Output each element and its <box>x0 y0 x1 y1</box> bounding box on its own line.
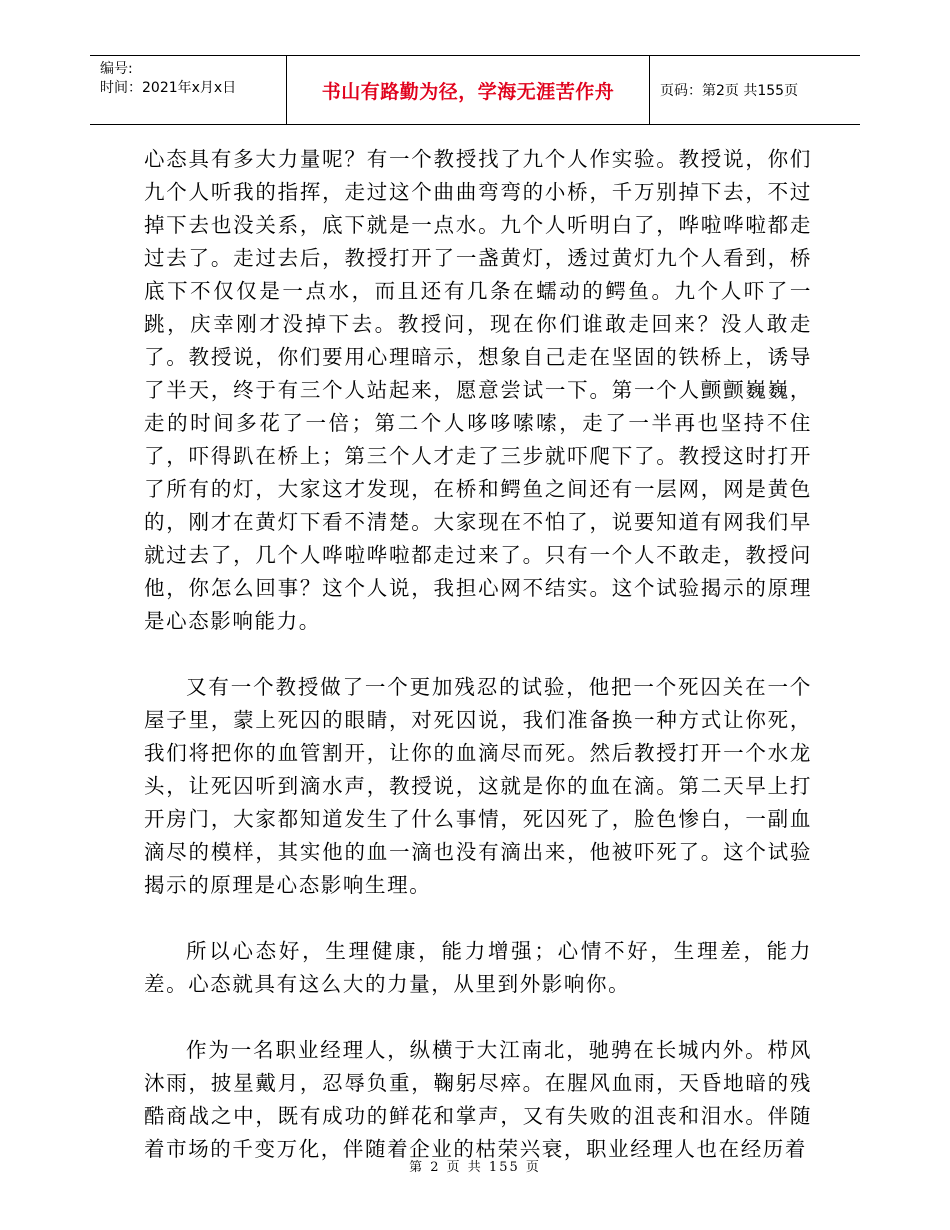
paragraph-spacer <box>144 638 812 671</box>
paragraph-2: 又有一个教授做了一个更加残忍的试验，他把一个死囚关在一个屋子里，蒙上死囚的眼睛，对死囚说，我们准备换一种方式让你死，我们将把你的血管割开，让你的血滴尽而死。然后教授打开一个水龙头，让死囚听到滴水声，教授说，这就是你的血在滴。第二天早上打开房门，大家都知道发生了什么事情，死囚死了，脸色惨白，一副血滴尽的模样，其实他的血一滴也没有滴出来，他被吓死了。这个试验揭示的原理是心态影响生理。 <box>144 675 812 897</box>
header-meta <box>90 56 286 124</box>
paragraph-1: 心态具有多大力量呢？有一个教授找了九个人作实验。教授说，你们九个人听我的指挥，走过这个曲曲弯弯的小桥，千万别掉下去，不过掉下去也没关系，底下就是一点水。九个人听明白了，哗啦哗啦都走过去了。走过去后，教授打开了一盏黄灯，透过黄灯九个人看到，桥底下不仅仅是一点水，而且还有几条在蠕动的鳄鱼。九个人吓了一跳，庆幸刚才没掉下去。教授问，现在你们谁敢走回来？没人敢走了。教授说，你们要用心理暗示，想象自己走在坚固的铁桥上，诱导了半天，终于有三个人站起来，愿意尝试一下。第一个人颤颤巍巍，走的时间多花了一倍；第二个人哆哆嗦嗦，走了一半再也坚持不住了，吓得趴在桥上；第三个人才走了三步就吓爬下了。教授这时打开了所有的灯，大家这才发现，在桥和鳄鱼之间还有一层网，网是黄色的，刚才在黄灯下看不清楚。大家现在不怕了，说要知道有网我们早就过去了，几个人哗啦哗啦都走过来了。只有一个人不敢走，教授问他，你怎么回事？这个人说，我担心网不结实。这个试验揭示的原理是心态影响能力。 <box>144 147 812 633</box>
header-page-info: 页码：第2页 共155页 <box>660 83 799 99</box>
paragraph-spacer <box>144 902 812 935</box>
page-footer: 第 2 页 共 155 页 <box>409 1160 541 1175</box>
paragraph-spacer <box>144 1001 812 1034</box>
document-body <box>144 143 812 1166</box>
header-motto: 书山有路勤为径，学海无涯苦作舟 <box>286 56 650 124</box>
document-number-label: 编号: <box>100 61 133 77</box>
page-header <box>90 55 860 125</box>
document-time-label: 时间：2021年x月x日 <box>100 80 237 96</box>
paragraph-3: 所以心态好，生理健康，能力增强；心情不好，生理差，能力差。心态就具有这么大的力量，从里到外影响你。 <box>144 939 812 996</box>
paragraph-4: 作为一名职业经理人，纵横于大江南北，驰骋在长城内外。栉风沐雨，披星戴月，忍辱负重，鞠躬尽瘁。在腥风血雨，天昏地暗的残酷商战之中，既有成功的鲜花和掌声，又有失败的沮丧和泪水。伴随着市场的千变万化，伴随着企业的枯荣兴衰，职业经理人也在经历着 <box>144 1038 812 1161</box>
